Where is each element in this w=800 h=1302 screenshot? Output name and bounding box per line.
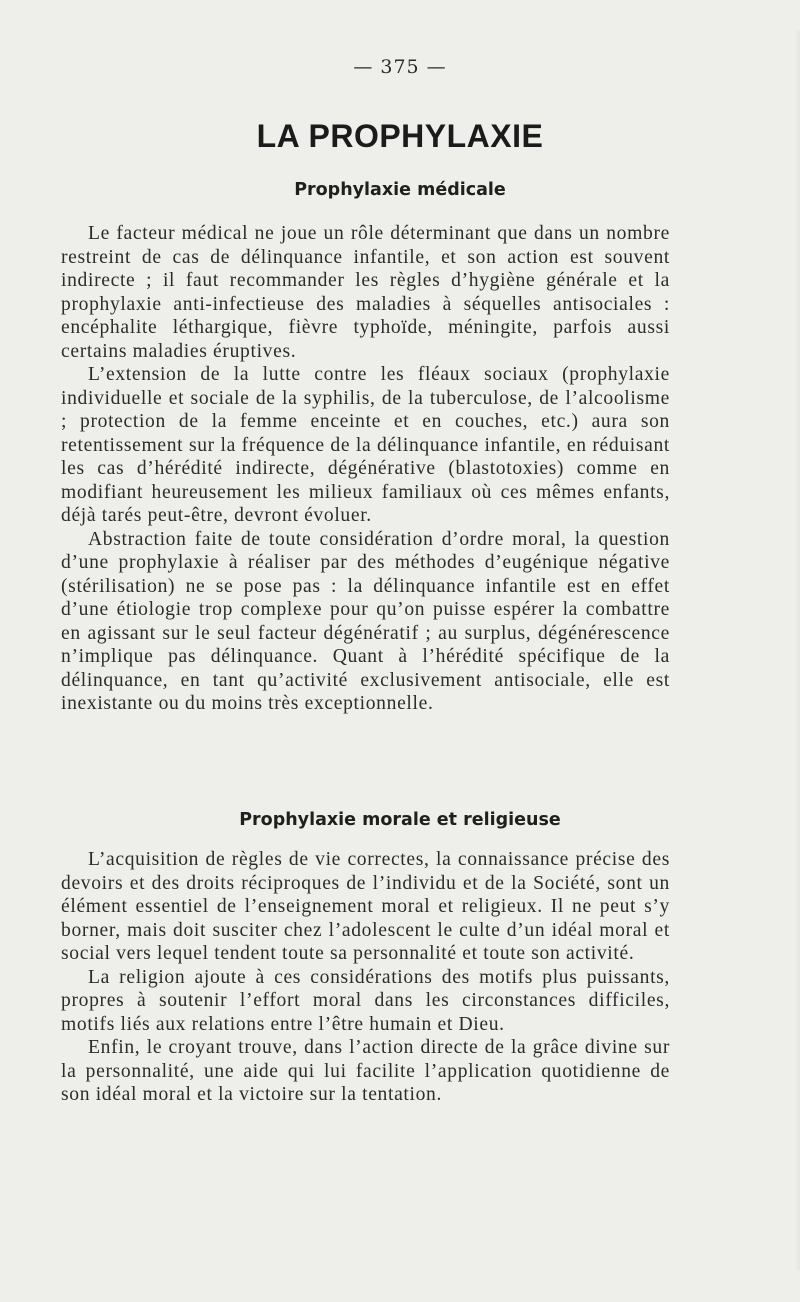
page-number: — 375 — [353, 56, 447, 78]
paragraph: La religion ajoute à ces considérations des motifs plus puissants, propres à soutenir l’effort moral dans les circonstances difficiles, motifs liés aux relations entre l’être humain et Dieu. [61, 966, 670, 1035]
section-body-moral-religious [61, 848, 670, 1107]
paragraph: Abstraction faite de toute considération d’ordre moral, la question d’une prophylaxie à réaliser par des méthodes d’eugénique négative (stérilisation) ne se pose pas : la délinquance infantile est en effet d’une étiologie trop complexe pour qu’on puisse espérer la combattre en agissant sur le seul facteur dégénératif ; au surplus, dégénérescence n’implique pas délinquance. Quant à l’hérédité spécifique de la délinquance, en tant qu’activité exclusivement antisociale, elle est inexistante ou du moins très exceptionnelle. [61, 528, 670, 714]
section-heading-medical: Prophylaxie médicale [294, 180, 506, 200]
chapter-title: LA PROPHYLAXIE [256, 118, 544, 154]
section-heading-moral-religious: Prophylaxie morale et religieuse [239, 810, 561, 830]
paragraph: Enfin, le croyant trouve, dans l’action directe de la grâce divine sur la personnalité, une aide qui lui facilite l’application quotidienne de son idéal moral et la victoire sur la tentation. [61, 1037, 670, 1105]
paragraph: L’acquisition de règles de vie correctes, la connaissance précise des devoirs et des droits réciproques de l’individu et de la Société, sont un élément essentiel de l’enseignement moral et religieux. Il ne peut s’y borner, mais doit susciter chez l’adolescent le culte d’un idéal moral et social vers lequel tendent toute sa personnalité et toute son activité. [61, 849, 670, 964]
section-body-medical [61, 222, 670, 716]
page-edge-shadow [794, 30, 800, 1270]
paragraph: Le facteur médical ne joue un rôle déterminant que dans un nombre restreint de cas de délinquance infantile, et son action est souvent indirecte ; il faut recommander les règles d’hygiène générale et la prophylaxie anti-infectieuse des maladies à séquelles antisociales : encéphalite léthargique, fièvre typhoïde, méningite, parfois aussi certains maladies éruptives. [61, 223, 670, 362]
paragraph: L’extension de la lutte contre les fléaux sociaux (prophylaxie individuelle et sociale de la syphilis, de la tuberculose, de l’alcoolisme ; protection de la femme enceinte et en couches, etc.) aura son retentissement sur la fréquence de la délinquance infantile, en réduisant les cas d’hérédité indirecte, dégénérative (blastotoxies) comme en modifiant heureusement les milieux familiaux où ces mêmes enfants, déjà tarés peut-être, devront évoluer. [61, 364, 670, 526]
